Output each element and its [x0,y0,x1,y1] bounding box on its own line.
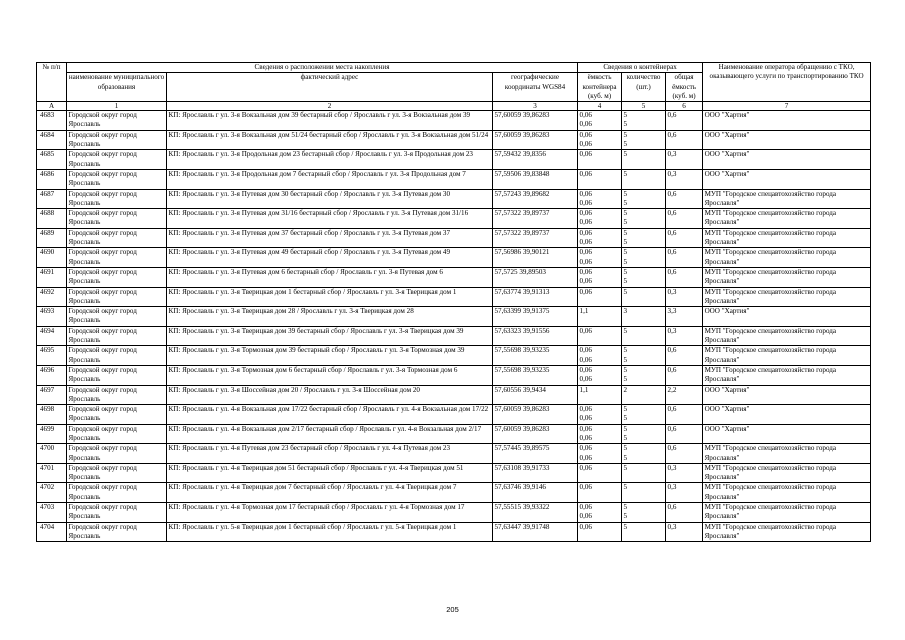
municipality-cell: Городской округ город Ярославль [67,169,167,189]
table-row [37,503,871,523]
row-number: 4683 [37,111,67,131]
municipality-cell: Городской округ город Ярославль [67,307,167,327]
operator-cell: ООО "Хартия" [703,405,871,425]
row-number: 4696 [37,365,67,385]
row-number: 4692 [37,287,67,307]
capacity-cell: 0,06 0,06 [578,189,622,209]
table-row [37,385,871,405]
address-cell: КП: Ярославль г ул. 4-я Путевая дом 23 бестарный сбор / Ярославль г ул. 4-я Путевая дом 23 [167,444,493,464]
total-capacity-cell: 0,6 [666,209,703,229]
count-cell: 5 [622,326,666,346]
count-cell: 5 5 [622,365,666,385]
total-capacity-cell: 0,6 [666,503,703,523]
address-cell: КП: Ярославль г ул. 4-я Вокзальная дом 17/22 бестарный сбор / Ярославль г ул. 4-я Вокзальная дом 17/22 [167,405,493,425]
count-cell: 5 5 [622,503,666,523]
row-number: 4697 [37,385,67,405]
capacity-cell: 0,06 0,06 [578,267,622,287]
coordinates-cell: 57,55515 39,93322 [493,503,578,523]
coordinates-cell: 57,60556 39,9434 [493,385,578,405]
address-cell: КП: Ярославль г ул. 3-я Тверицкая дом 1 бестарный сбор / Ярославль г ул. 3-я Тверицкая дом 1 [167,287,493,307]
operator-cell: ООО "Хартия" [703,307,871,327]
total-capacity-cell: 0,6 [666,444,703,464]
table-row [37,150,871,170]
address-cell: КП: Ярославль г ул. 3-я Путевая дом 37 бестарный сбор / Ярославль г ул. 3-я Путевая дом 37 [167,228,493,248]
operator-cell: МУП "Городское спецавтохозяйство города Ярославля" [703,365,871,385]
total-capacity-cell: 0,6 [666,346,703,366]
municipality-cell: Городской округ город Ярославль [67,228,167,248]
page-number: 205 [446,605,459,614]
address-cell: КП: Ярославль г ул. 3-я Шоссейная дом 20 / Ярославль г ул. 3-я Шоссейная дом 20 [167,385,493,405]
capacity-cell: 0,06 0,06 [578,503,622,523]
header-operator: Наименование оператора обращению с ТКО, оказывающего услуги по транспортированию ТКО [703,63,871,102]
count-cell: 5 5 [622,130,666,150]
header-municipality: наименование муниципального образования [67,73,167,102]
table-row [37,287,871,307]
count-cell: 5 5 [622,189,666,209]
coordinates-cell: 57,57445 39,89575 [493,444,578,464]
municipality-cell: Городской округ город Ярославль [67,424,167,444]
address-cell: КП: Ярославль г ул. 3-я Вокзальная дом 51/24 бестарный сбор / Ярославль г ул. 3-я Вокзальная дом 51/24 [167,130,493,150]
address-cell: КП: Ярославль г ул. 3-я Тормозная дом 39 бестарный сбор / Ярославль г ул. 3-я Тормозная дом 39 [167,346,493,366]
capacity-cell: 0,06 [578,483,622,503]
table-body [37,111,871,542]
capacity-cell: 0,06 0,06 [578,405,622,425]
coordinates-cell: 57,57322 39,89737 [493,228,578,248]
address-cell: КП: Ярославль г ул. 3-я Продольная дом 7 бестарный сбор / Ярославль г ул. 3-я Продольная дом 7 [167,169,493,189]
row-number: 4688 [37,209,67,229]
capacity-cell: 0,06 [578,287,622,307]
count-cell: 5 5 [622,267,666,287]
count-cell: 5 5 [622,424,666,444]
table-row [37,267,871,287]
header-location-group: Сведения о расположении места накопления [67,63,578,73]
coordinates-cell: 57,55698 39,93235 [493,346,578,366]
coordinates-cell: 57,59432 39,8356 [493,150,578,170]
municipality-cell: Городской округ город Ярославль [67,111,167,131]
total-capacity-cell: 0,6 [666,267,703,287]
coordinates-cell: 57,55698 39,93235 [493,365,578,385]
row-number: 4684 [37,130,67,150]
address-cell: КП: Ярославль г ул. 3-я Тверицкая дом 28 / Ярославль г ул. 3-я Тверицкая дом 28 [167,307,493,327]
coordinates-cell: 57,60059 39,86283 [493,424,578,444]
waste-sites-table [36,62,871,542]
operator-cell: ООО "Хартия" [703,169,871,189]
operator-cell: МУП "Городское спецавтохозяйство города Ярославля" [703,346,871,366]
table-row [37,444,871,464]
coordinates-cell: 57,59506 39,83848 [493,169,578,189]
municipality-cell: Городской округ город Ярославль [67,503,167,523]
operator-cell: МУП "Городское спецавтохозяйство города Ярославля" [703,483,871,503]
index-cell: 2 [167,102,493,111]
total-capacity-cell: 0,6 [666,111,703,131]
operator-cell: ООО "Хартия" [703,111,871,131]
capacity-cell: 1,1 [578,307,622,327]
operator-cell: ООО "Хартия" [703,130,871,150]
count-cell: 5 5 [622,405,666,425]
table-row [37,248,871,268]
header-total: общая ёмкость (куб. м) [666,73,703,102]
header-index-row [37,102,871,111]
operator-cell: МУП "Городское спецавтохозяйство города Ярославля" [703,444,871,464]
operator-cell: МУП "Городское спецавтохозяйство города Ярославля" [703,267,871,287]
count-cell: 5 5 [622,346,666,366]
municipality-cell: Городской округ город Ярославль [67,522,167,542]
index-cell: 1 [67,102,167,111]
index-cell: 4 [578,102,622,111]
capacity-cell: 0,06 [578,150,622,170]
address-cell: КП: Ярославль г ул. 3-я Вокзальная дом 39 бестарный сбор / Ярославль г ул. 3-я Вокзальная дом 39 [167,111,493,131]
row-number: 4685 [37,150,67,170]
index-cell: 7 [703,102,871,111]
row-number: 4693 [37,307,67,327]
row-number: 4694 [37,326,67,346]
row-number: 4687 [37,189,67,209]
address-cell: КП: Ярославль г ул. 3-я Путевая дом 30 бестарный сбор / Ярославль г ул. 3-я Путевая дом 30 [167,189,493,209]
coordinates-cell: 57,63399 39,91375 [493,307,578,327]
operator-cell: МУП "Городское спецавтохозяйство города Ярославля" [703,209,871,229]
operator-cell: МУП "Городское спецавтохозяйство города Ярославля" [703,189,871,209]
municipality-cell: Городской округ город Ярославль [67,385,167,405]
count-cell: 5 5 [622,228,666,248]
row-number: 4691 [37,267,67,287]
address-cell: КП: Ярославль г ул. 3-я Путевая дом 31/16 бестарный сбор / Ярославль г ул. 3-я Путевая дом 31/16 [167,209,493,229]
total-capacity-cell: 0,6 [666,405,703,425]
municipality-cell: Городской округ город Ярославль [67,248,167,268]
row-number: 4695 [37,346,67,366]
count-cell: 5 [622,169,666,189]
count-cell: 5 5 [622,248,666,268]
header-coords: географические координаты WGS84 [493,73,578,102]
municipality-cell: Городской округ город Ярославль [67,483,167,503]
operator-cell: МУП "Городское спецавтохозяйство города Ярославля" [703,248,871,268]
coordinates-cell: 57,63447 39,91748 [493,522,578,542]
capacity-cell: 0,06 [578,522,622,542]
operator-cell: МУП "Городское спецавтохозяйство города Ярославля" [703,228,871,248]
capacity-cell: 0,06 0,06 [578,424,622,444]
address-cell: КП: Ярославль г ул. 3-я Тормозная дом 6 бестарный сбор / Ярославль г ул. 3-я Тормозная дом 6 [167,365,493,385]
address-cell: КП: Ярославль г ул. 4-я Тормозная дом 17 бестарный сбор / Ярославль г ул. 4-я Тормозная дом 17 [167,503,493,523]
table-row [37,405,871,425]
registry-sheet [36,62,870,542]
coordinates-cell: 57,63108 39,91733 [493,463,578,483]
coordinates-cell: 57,60059 39,86283 [493,111,578,131]
coordinates-cell: 57,63774 39,91313 [493,287,578,307]
table-row [37,522,871,542]
operator-cell: МУП "Городское спецавтохозяйство города Ярославля" [703,287,871,307]
index-cell: А [37,102,67,111]
total-capacity-cell: 0,6 [666,365,703,385]
coordinates-cell: 57,63746 39,9146 [493,483,578,503]
table-header [37,63,871,111]
capacity-cell: 1,1 [578,385,622,405]
operator-cell: ООО "Хартия" [703,424,871,444]
total-capacity-cell: 0,6 [666,130,703,150]
municipality-cell: Городской округ город Ярославль [67,130,167,150]
operator-cell: МУП "Городское спецавтохозяйство города Ярославля" [703,503,871,523]
table-row [37,130,871,150]
index-cell: 3 [493,102,578,111]
header-containers-group: Сведения о контейнерах [578,63,703,73]
total-capacity-cell: 0,6 [666,228,703,248]
total-capacity-cell: 0,3 [666,287,703,307]
table-row [37,169,871,189]
count-cell: 5 5 [622,111,666,131]
count-cell: 5 5 [622,444,666,464]
coordinates-cell: 57,5725 39,89503 [493,267,578,287]
capacity-cell: 0,06 0,06 [578,346,622,366]
capacity-cell: 0,06 0,06 [578,365,622,385]
header-capacity: ёмкость контейнера (куб. м) [578,73,622,102]
header-address: фактический адрес [167,73,493,102]
table-row [37,365,871,385]
count-cell: 2 [622,385,666,405]
operator-cell: МУП "Городское спецавтохозяйство города Ярославля" [703,522,871,542]
municipality-cell: Городской округ город Ярославль [67,405,167,425]
count-cell: 5 [622,150,666,170]
total-capacity-cell: 2,2 [666,385,703,405]
total-capacity-cell: 0,3 [666,169,703,189]
address-cell: КП: Ярославль г ул. 3-я Продольная дом 23 бестарный сбор / Ярославль г ул. 3-я Продольная дом 23 [167,150,493,170]
row-number: 4703 [37,503,67,523]
municipality-cell: Городской округ город Ярославль [67,444,167,464]
capacity-cell: 0,06 [578,463,622,483]
coordinates-cell: 57,60059 39,86283 [493,130,578,150]
total-capacity-cell: 0,6 [666,248,703,268]
address-cell: КП: Ярославль г ул. 4-я Вокзальная дом 2/17 бестарный сбор / Ярославль г ул. 4-я Вокзальная дом 2/17 [167,424,493,444]
capacity-cell: 0,06 [578,169,622,189]
header-num: № п/п [37,63,67,102]
row-number: 4700 [37,444,67,464]
municipality-cell: Городской округ город Ярославль [67,346,167,366]
operator-cell: МУП "Городское спецавтохозяйство города Ярославля" [703,326,871,346]
municipality-cell: Городской округ город Ярославль [67,287,167,307]
operator-cell: ООО "Хартия" [703,150,871,170]
capacity-cell: 0,06 0,06 [578,130,622,150]
table-row [37,189,871,209]
table-row [37,307,871,327]
coordinates-cell: 57,63323 39,91556 [493,326,578,346]
table-row [37,326,871,346]
table-row [37,111,871,131]
total-capacity-cell: 3,3 [666,307,703,327]
coordinates-cell: 57,60059 39,86283 [493,405,578,425]
index-cell: 5 [622,102,666,111]
capacity-cell: 0,06 0,06 [578,209,622,229]
operator-cell: МУП "Городское спецавтохозяйство города Ярославля" [703,463,871,483]
row-number: 4686 [37,169,67,189]
coordinates-cell: 57,57322 39,89737 [493,209,578,229]
count-cell: 5 [622,483,666,503]
address-cell: КП: Ярославль г ул. 4-я Тверицкая дом 7 бестарный сбор / Ярославль г ул. 4-я Тверицкая дом 7 [167,483,493,503]
operator-cell: ООО "Хартия" [703,385,871,405]
count-cell: 5 5 [622,209,666,229]
total-capacity-cell: 0,3 [666,483,703,503]
municipality-cell: Городской округ город Ярославль [67,150,167,170]
address-cell: КП: Ярославль г ул. 3-я Тверицкая дом 39 бестарный сбор / Ярославль г ул. 3-я Тверицкая дом 39 [167,326,493,346]
row-number: 4690 [37,248,67,268]
header-count: количество (шт.) [622,73,666,102]
total-capacity-cell: 0,6 [666,189,703,209]
total-capacity-cell: 0,3 [666,150,703,170]
table-row [37,346,871,366]
count-cell: 5 [622,287,666,307]
municipality-cell: Городской округ город Ярославль [67,209,167,229]
row-number: 4701 [37,463,67,483]
total-capacity-cell: 0,3 [666,522,703,542]
count-cell: 5 [622,463,666,483]
capacity-cell: 0,06 0,06 [578,248,622,268]
municipality-cell: Городской округ город Ярославль [67,267,167,287]
address-cell: КП: Ярославль г ул. 5-я Тверицкая дом 1 бестарный сбор / Ярославль г ул. 5-я Тверицкая дом 1 [167,522,493,542]
row-number: 4699 [37,424,67,444]
municipality-cell: Городской округ город Ярославль [67,365,167,385]
capacity-cell: 0,06 0,06 [578,111,622,131]
capacity-cell: 0,06 [578,326,622,346]
coordinates-cell: 57,57243 39,89682 [493,189,578,209]
row-number: 4689 [37,228,67,248]
capacity-cell: 0,06 0,06 [578,228,622,248]
capacity-cell: 0,06 0,06 [578,444,622,464]
row-number: 4704 [37,522,67,542]
total-capacity-cell: 0,3 [666,463,703,483]
coordinates-cell: 57,56986 39,90121 [493,248,578,268]
total-capacity-cell: 0,6 [666,424,703,444]
address-cell: КП: Ярославль г ул. 4-я Тверицкая дом 51 бестарный сбор / Ярославль г ул. 4-я Тверицкая дом 51 [167,463,493,483]
municipality-cell: Городской округ город Ярославль [67,463,167,483]
table-row [37,463,871,483]
count-cell: 3 [622,307,666,327]
table-row [37,209,871,229]
address-cell: КП: Ярославль г ул. 3-я Путевая дом 49 бестарный сбор / Ярославль г ул. 3-я Путевая дом 49 [167,248,493,268]
table-row [37,424,871,444]
row-number: 4698 [37,405,67,425]
total-capacity-cell: 0,3 [666,326,703,346]
table-row [37,228,871,248]
row-number: 4702 [37,483,67,503]
table-row [37,483,871,503]
address-cell: КП: Ярославль г ул. 3-я Путевая дом 6 бестарный сбор / Ярославль г ул. 3-я Путевая дом 6 [167,267,493,287]
municipality-cell: Городской округ город Ярославль [67,326,167,346]
count-cell: 5 [622,522,666,542]
index-cell: 6 [666,102,703,111]
municipality-cell: Городской округ город Ярославль [67,189,167,209]
